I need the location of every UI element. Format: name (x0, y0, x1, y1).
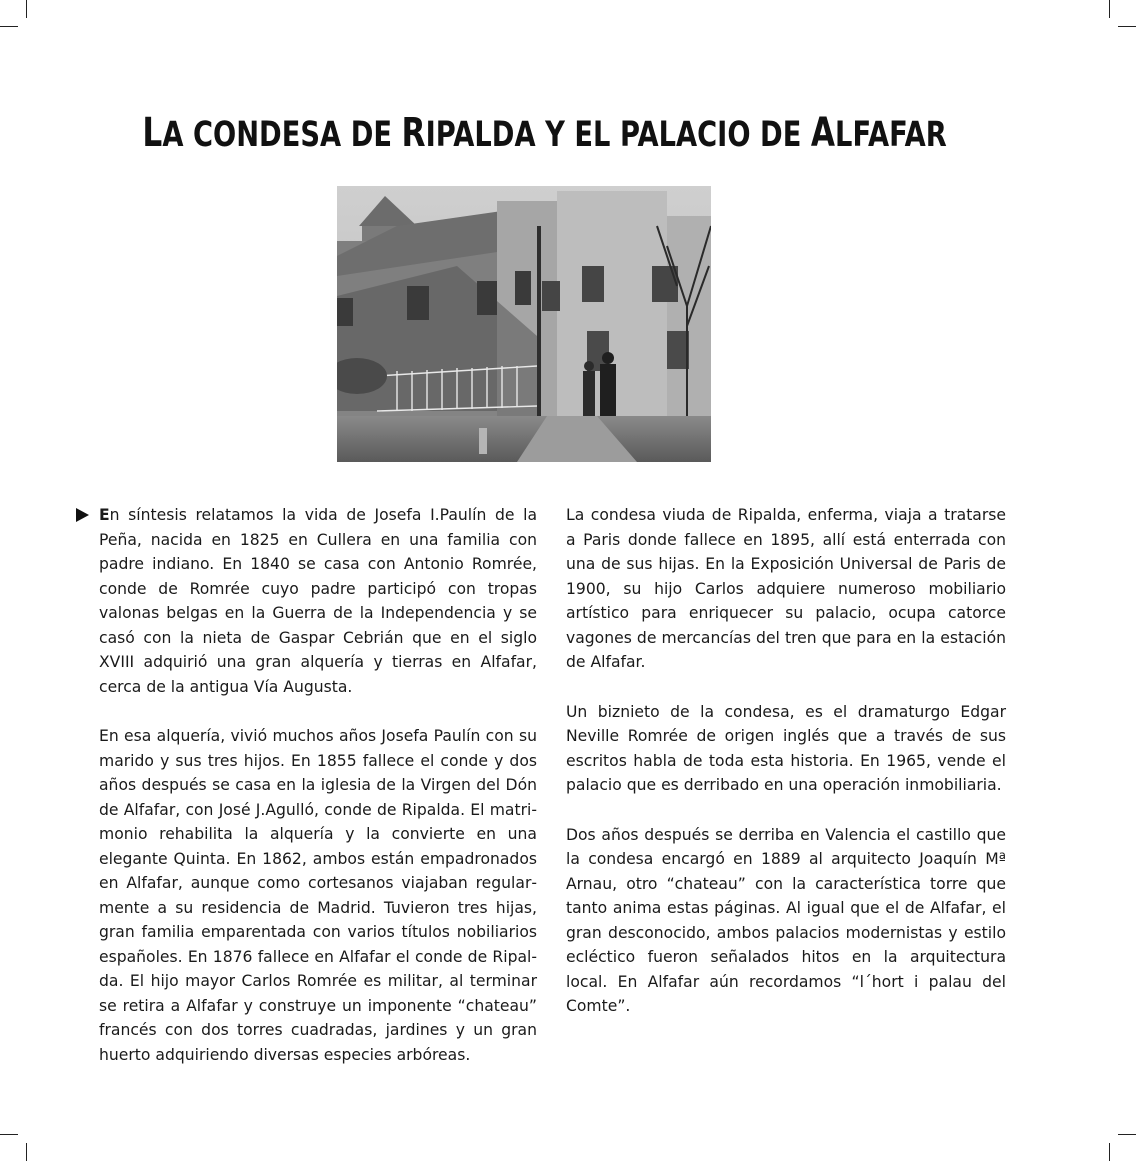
crop-mark-bottom-left (26, 1143, 27, 1161)
crop-mark-right-top (1118, 26, 1136, 27)
right-paragraph-1: La condesa viuda de Ripalda, enferma, viaja a tratarse a Paris donde fallece en 1895, allí está enterrada con una de sus hijas. En la Exposición Universal de Paris de 1900, su hijo Carlos adquiere numeroso mobiliario artístico para enriquecer su palacio, ocupa catorce vagones de mercancías del tren que para en la estación de Alfafar. (566, 506, 1006, 671)
page-title-text: LA CONDESA DE RIPALDA Y EL PALACIO DE ALFAFAR (142, 110, 947, 156)
page-title (120, 110, 969, 156)
left-paragraph-2: En esa alquería, vivió muchos años Josefa Paulín con su marido y sus tres hijos. En 1855 fallece el conde y dos años después se casa en la iglesia de la Virgen del Dón de Alfafar, con José J.Agulló, conde de Ripalda. El matrimonio rehabilita la alquería y la convierte en una elegante Quinta. En 1862, ambos están empadronados en Alfafar, aunque como cortesanos viajaban regularmente a su residencia de Madrid. Tuvieron tres hijas, gran familia emparentada con varios títulos nobiliarios españoles. En 1876 fallece en Alfafar el conde de Ripalda. El hijo mayor Carlos Romrée es militar, al terminar se retira a Alfafar y construye un imponente “chateau” francés con dos torres cuadradas, jardines y un gran huerto adquiriendo diversas especies arbóreas. (99, 727, 537, 1064)
left-paragraph-1-text: n síntesis relatamos la vida de Josefa I.Paulín de la Peña, nacida en 1825 en Cullera en una familia con padre indiano. En 1840 se casa con Antonio Romrée, conde de Romrée cuyo padre participó con tropas valonas belgas en la Guerra de la Independencia y se casó con la nieta de Gaspar Cebrián que en el siglo XVIII adquirió una gran alquería y tierras en Alfafar, cerca de la antigua Vía Augusta. (99, 506, 537, 696)
right-paragraph-2: Un biznieto de la condesa, es el dramaturgo Edgar Neville Romrée de origen inglés que a través de sus escritos habla de toda esta historia. En 1965, vende el palacio que es derribado en una operación inmobiliaria. (566, 702, 1006, 794)
left-paragraph-1 (99, 503, 537, 699)
crop-mark-left-bottom (0, 1134, 18, 1135)
crop-mark-left-top (0, 26, 18, 27)
bullet-arrow-icon (76, 508, 89, 522)
left-column (99, 503, 537, 1092)
crop-mark-top-right (1109, 0, 1110, 18)
palace-photo (337, 186, 711, 462)
dropcap: E (99, 506, 110, 524)
crop-mark-right-bottom (1118, 1134, 1136, 1135)
right-paragraph-3: Dos años después se derriba en Valencia el castillo que la condesa encargó en 1889 al arquitecto Joaquín Mª Arnau, otro “chateau” con la característica torre que tanto anima estas páginas. Al igual que el de Alfafar, el gran desconocido, ambos palacios modernistas y estilo ecléctico fueron señalados hitos en la arquitectura local. En Alfafar aún recordamos “l´hort i palau del Comte”. (566, 825, 1006, 1015)
palace-photo-illustration (337, 186, 711, 462)
crop-mark-bottom-right (1109, 1143, 1110, 1161)
crop-mark-top-left (26, 0, 27, 18)
right-column (566, 503, 1006, 1044)
